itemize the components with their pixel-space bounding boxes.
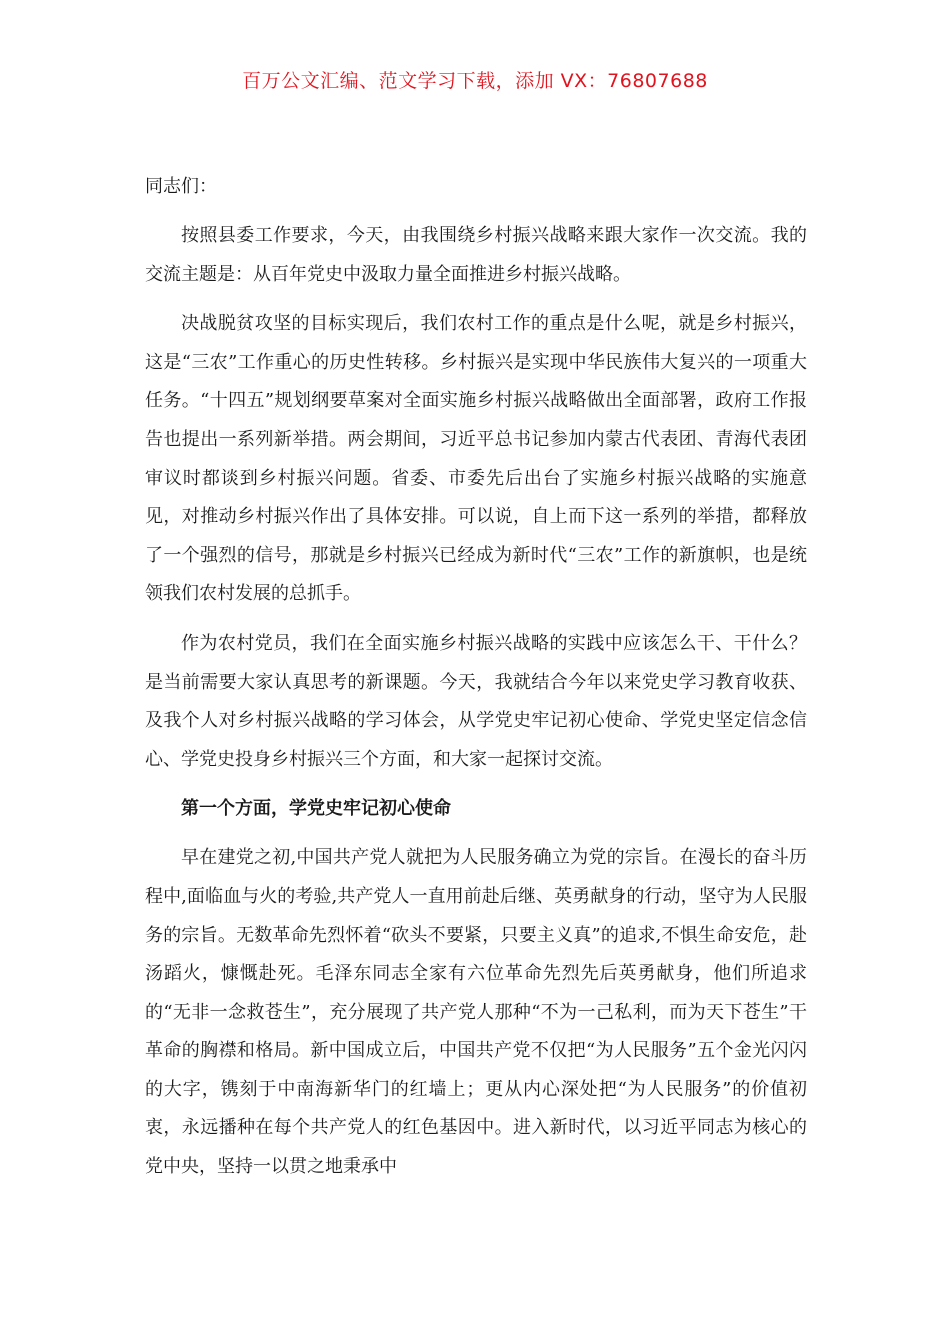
header-banner: 百万公文汇编、范文学习下载，添加 VX：76807688 — [242, 70, 708, 92]
salutation: 同志们： — [145, 176, 217, 197]
document-body — [145, 168, 807, 1187]
paragraph-context: 决战脱贫攻坚的目标实现后，我们农村工作的重点是什么呢，就是乡村振兴，这是“三农”工作重心的历史性转移。乡村振兴是实现中华民族伟大复兴的一项重大任务。“十四五”规划纲要草案对全面实施乡村振兴战略做出全面部署，政府工作报告也提出一系列新举措。两会期间，习近平总书记参加内蒙古代表团、青海代表团审议时都谈到乡村振兴问题。省委、市委先后出台了实施乡村振兴战略的实施意见，对推动乡村振兴作出了具体安排。可以说，自上而下这一系列的举措，都释放了一个强烈的信号，那就是乡村振兴已经成为新时代“三农”工作的新旗帜，也是统领我们农村发展的总抓手。 — [145, 313, 807, 605]
paragraph-intro: 按照县委工作要求，今天，由我围绕乡村振兴战略来跟大家作一次交流。我的交流主题是：从百年党史中汲取力量全面推进乡村振兴战略。 — [145, 225, 807, 285]
section-paragraph: 早在建党之初,中国共产党人就把为人民服务确立为党的宗旨。在漫长的奋斗历程中,面临血与火的考验,共产党人一直用前赴后继、英勇献身的行动，坚守为人民服务的宗旨。无数革命先烈怀着“砍头不要紧，只要主义真”的追求,不惧生命安危，赴汤蹈火，慷慨赴死。毛泽东同志全家有六位革命先烈先后英勇献身，他们所追求的“无非一念救苍生”，充分展现了共产党人那种“不为一己私利，而为天下苍生”干革命的胸襟和格局。新中国成立后，中国共产党不仅把“为人民服务”五个金光闪闪的大字，镌刻于中南海新华门的红墙上；更从内心深处把“为人民服务”的价值初衷，永远播种在每个共产党人的红色基因中。进入新时代，以习近平同志为核心的党中央，坚持一以贯之地秉承中 — [145, 847, 807, 1178]
section-heading: 第一个方面，学党史牢记初心使命 — [181, 798, 451, 820]
paragraph-outline: 作为农村党员，我们在全面实施乡村振兴战略的实践中应该怎么干、干什么？是当前需要大家认真思考的新课题。今天，我就结合今年以来党史学习教育收获、及我个人对乡村振兴战略的学习体会，从学党史牢记初心使命、学党史坚定信念信心、学党史投身乡村振兴三个方面，和大家一起探讨交流。 — [145, 632, 807, 770]
